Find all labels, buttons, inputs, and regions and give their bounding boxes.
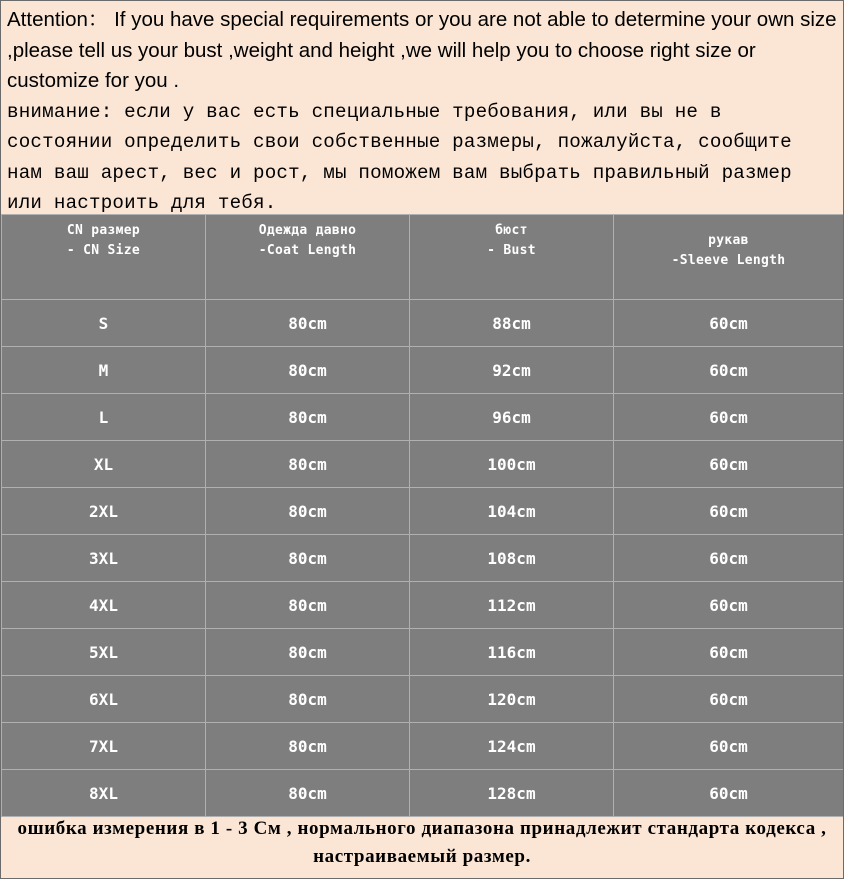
header-bust-en: - Bust	[487, 243, 536, 258]
cell-size: 2XL	[2, 488, 206, 535]
cell-sleeve-length: 60cm	[614, 300, 844, 347]
cell-size: 3XL	[2, 535, 206, 582]
table-row	[2, 582, 844, 629]
cell-coat-length: 80cm	[206, 629, 410, 676]
cell-size: 8XL	[2, 770, 206, 817]
header-bust-ru: бюст	[495, 223, 528, 238]
size-table	[1, 214, 844, 817]
table-row	[2, 723, 844, 770]
cell-bust: 96cm	[410, 394, 614, 441]
cell-coat-length: 80cm	[206, 300, 410, 347]
cell-bust: 88cm	[410, 300, 614, 347]
header-size-ru: CN размер	[66, 223, 141, 238]
header-coat-ru: Одежда давно	[258, 223, 357, 238]
table-row	[2, 629, 844, 676]
header-sleeve-ru: рукав	[708, 233, 749, 248]
cell-bust: 128cm	[410, 770, 614, 817]
header-sleeve-length	[614, 215, 844, 300]
header-size-en: - CN Size	[66, 243, 141, 258]
cell-sleeve-length: 60cm	[614, 629, 844, 676]
cell-coat-length: 80cm	[206, 770, 410, 817]
table-row	[2, 676, 844, 723]
cell-sleeve-length: 60cm	[614, 535, 844, 582]
cell-coat-length: 80cm	[206, 441, 410, 488]
cell-bust: 124cm	[410, 723, 614, 770]
header-coat-length	[206, 215, 410, 300]
cell-size: M	[2, 347, 206, 394]
cell-bust: 120cm	[410, 676, 614, 723]
cell-size: S	[2, 300, 206, 347]
header-coat-en: -Coat Length	[258, 243, 357, 258]
cell-coat-length: 80cm	[206, 488, 410, 535]
cell-size: 6XL	[2, 676, 206, 723]
cell-bust: 112cm	[410, 582, 614, 629]
cell-sleeve-length: 60cm	[614, 488, 844, 535]
cell-sleeve-length: 60cm	[614, 770, 844, 817]
cell-coat-length: 80cm	[206, 347, 410, 394]
cell-size: 7XL	[2, 723, 206, 770]
table-row	[2, 300, 844, 347]
cell-coat-length: 80cm	[206, 676, 410, 723]
header-bust	[410, 215, 614, 300]
cell-size: L	[2, 394, 206, 441]
table-row	[2, 394, 844, 441]
cell-bust: 116cm	[410, 629, 614, 676]
notice-english: Attention： If you have special requirements or you are not able to determine your own size ,please tell us your bust ,weight and height ,we will help you to choose right size or customize for you .	[7, 8, 837, 92]
cell-bust: 104cm	[410, 488, 614, 535]
table-row	[2, 535, 844, 582]
table-row	[2, 441, 844, 488]
cell-size: 4XL	[2, 582, 206, 629]
cell-coat-length: 80cm	[206, 535, 410, 582]
notice-russian: внимание: если у вас есть специальные требования, или вы не в состоянии определить свои собственные размеры, пожалуйста, сообщите нам ваш арест, вес и рост, мы поможем вам выбрать правильный размер или настроить для тебя.	[7, 100, 792, 214]
header-sleeve-en: -Sleeve Length	[671, 253, 786, 268]
attention-notice	[1, 1, 843, 214]
cell-bust: 100cm	[410, 441, 614, 488]
cell-bust: 108cm	[410, 535, 614, 582]
cell-sleeve-length: 60cm	[614, 441, 844, 488]
cell-coat-length: 80cm	[206, 723, 410, 770]
cell-coat-length: 80cm	[206, 582, 410, 629]
table-header-row	[2, 215, 844, 300]
measurement-error-note: ошибка измерения в 1 - 3 См , нормального диапазона принадлежит стандарта кодекса , настраиваемый размер.	[17, 818, 827, 867]
cell-sleeve-length: 60cm	[614, 582, 844, 629]
table-row	[2, 347, 844, 394]
cell-coat-length: 80cm	[206, 394, 410, 441]
cell-sleeve-length: 60cm	[614, 676, 844, 723]
cell-sleeve-length: 60cm	[614, 723, 844, 770]
cell-size: XL	[2, 441, 206, 488]
table-row	[2, 488, 844, 535]
cell-size: 5XL	[2, 629, 206, 676]
cell-bust: 92cm	[410, 347, 614, 394]
cell-sleeve-length: 60cm	[614, 394, 844, 441]
cell-sleeve-length: 60cm	[614, 347, 844, 394]
header-size	[2, 215, 206, 300]
